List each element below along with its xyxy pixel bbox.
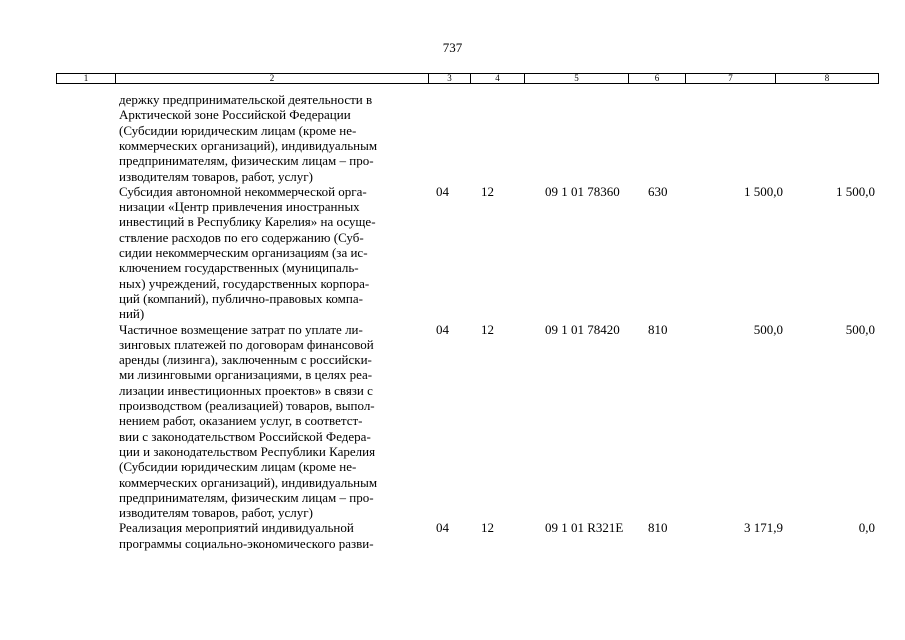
- row-1-text-line: ствление расходов по его содержанию (Суб-: [119, 229, 364, 245]
- row-0-text-line: предпринимателям, физическим лицам – про-: [119, 153, 374, 169]
- row-1-text-line: ных) учреждений, государственных корпора-: [119, 275, 370, 291]
- row-1-csr-cell: 09 1 01 78360: [545, 183, 620, 199]
- row-2-text-line: вии с законодательством Российской Федера-: [119, 428, 371, 444]
- row-0-text-line: изводителям товаров, работ, услуг): [119, 168, 313, 184]
- row-2-text-line: нением работ, оказанием услуг, в соответст-: [119, 413, 363, 429]
- row-2-text-line: зинговых платежей по договорам финансовой: [119, 336, 374, 352]
- row-0-text-line: Арктической зоне Российской Федерации: [119, 107, 351, 123]
- row-1-text-line: ний): [119, 306, 145, 322]
- row-3-vr-cell: 810: [648, 520, 668, 536]
- row-3-pr-cell: 12: [481, 520, 494, 536]
- row-2-text-line: изводителям товаров, работ, услуг): [119, 505, 313, 521]
- header-col-2: 2: [116, 74, 429, 83]
- row-2-vr-cell: 810: [648, 321, 668, 337]
- row-2-text-line: аренды (лизинга), заключенным с российски-: [119, 352, 372, 368]
- row-3-rz-cell: 04: [436, 520, 449, 536]
- header-col-1: 1: [57, 74, 116, 83]
- row-1-text-line: ключением государственных (муниципаль-: [119, 260, 359, 276]
- row-2-pr-cell: 12: [481, 321, 494, 337]
- row-1-text-line: ций (компаний), публично-правовых компа-: [119, 290, 363, 306]
- row-2-text-line: ми лизинговыми организациями, в целях реа-: [119, 367, 373, 383]
- row-0-text-line: коммерческих организаций), индивидуальным: [119, 137, 378, 153]
- row-2-text-line: лизации инвестиционных проектов» в связи с: [119, 382, 373, 398]
- row-1-rz-cell: 04: [436, 183, 449, 199]
- row-3-sum1-cell: 3 171,9: [744, 520, 783, 536]
- row-2-text-line: Частичное возмещение затрат по уплате ли-: [119, 321, 363, 337]
- row-1-sum1-cell: 1 500,0: [744, 183, 783, 199]
- row-3-csr-cell: 09 1 01 R321E: [545, 520, 624, 536]
- row-1-text-line: Субсидия автономной некоммерческой орга-: [119, 183, 367, 199]
- page-number: 737: [442, 40, 463, 55]
- row-2-text-line: предпринимателям, физическим лицам – про-: [119, 489, 374, 505]
- row-2-text-line: производством (реализацией) товаров, выпол-: [119, 398, 375, 413]
- header-col-4: 4: [471, 74, 525, 83]
- row-2-rz-cell: 04: [436, 321, 449, 337]
- row-1-pr-cell: 12: [481, 183, 494, 199]
- header-col-6: 6: [629, 74, 686, 83]
- row-0-text-line: держку предпринимательской деятельности в: [119, 92, 373, 107]
- row-3-sum2-cell: 0,0: [858, 520, 875, 536]
- table-header: [56, 73, 879, 84]
- row-1-vr-cell: 630: [648, 183, 668, 199]
- header-col-8: 8: [824, 73, 830, 83]
- row-3-text-line: программы социально-экономического разви-: [119, 535, 374, 551]
- row-2-csr-cell: 09 1 01 78420: [545, 321, 620, 337]
- row-2-text-line: коммерческих организаций), индивидуальным: [119, 474, 378, 490]
- row-2-sum1-cell: 500,0: [753, 321, 783, 337]
- row-2-text-line: ции и законодательством Республики Карелия: [119, 443, 376, 459]
- row-0-text-line: (Субсидии юридическим лицам (кроме не-: [119, 122, 357, 138]
- row-3-text-line: Реализация мероприятий индивидуальной: [119, 520, 354, 536]
- row-1-text-line: сидии некоммерческим организациям (за ис-: [119, 245, 368, 260]
- header-col-5: 5: [525, 74, 629, 83]
- row-2-text-line: (Субсидии юридическим лицам (кроме не-: [119, 459, 357, 475]
- row-1-sum2-cell: 1 500,0: [836, 183, 875, 199]
- row-2-sum2-cell: 500,0: [845, 321, 875, 337]
- header-col-3: 3: [429, 74, 471, 83]
- row-1-text-line: инвестиций в Республику Карелия» на осуще-: [119, 214, 376, 230]
- row-1-text-line: низации «Центр привлечения иностранных: [119, 199, 360, 215]
- header-col-7: 7: [686, 74, 776, 83]
